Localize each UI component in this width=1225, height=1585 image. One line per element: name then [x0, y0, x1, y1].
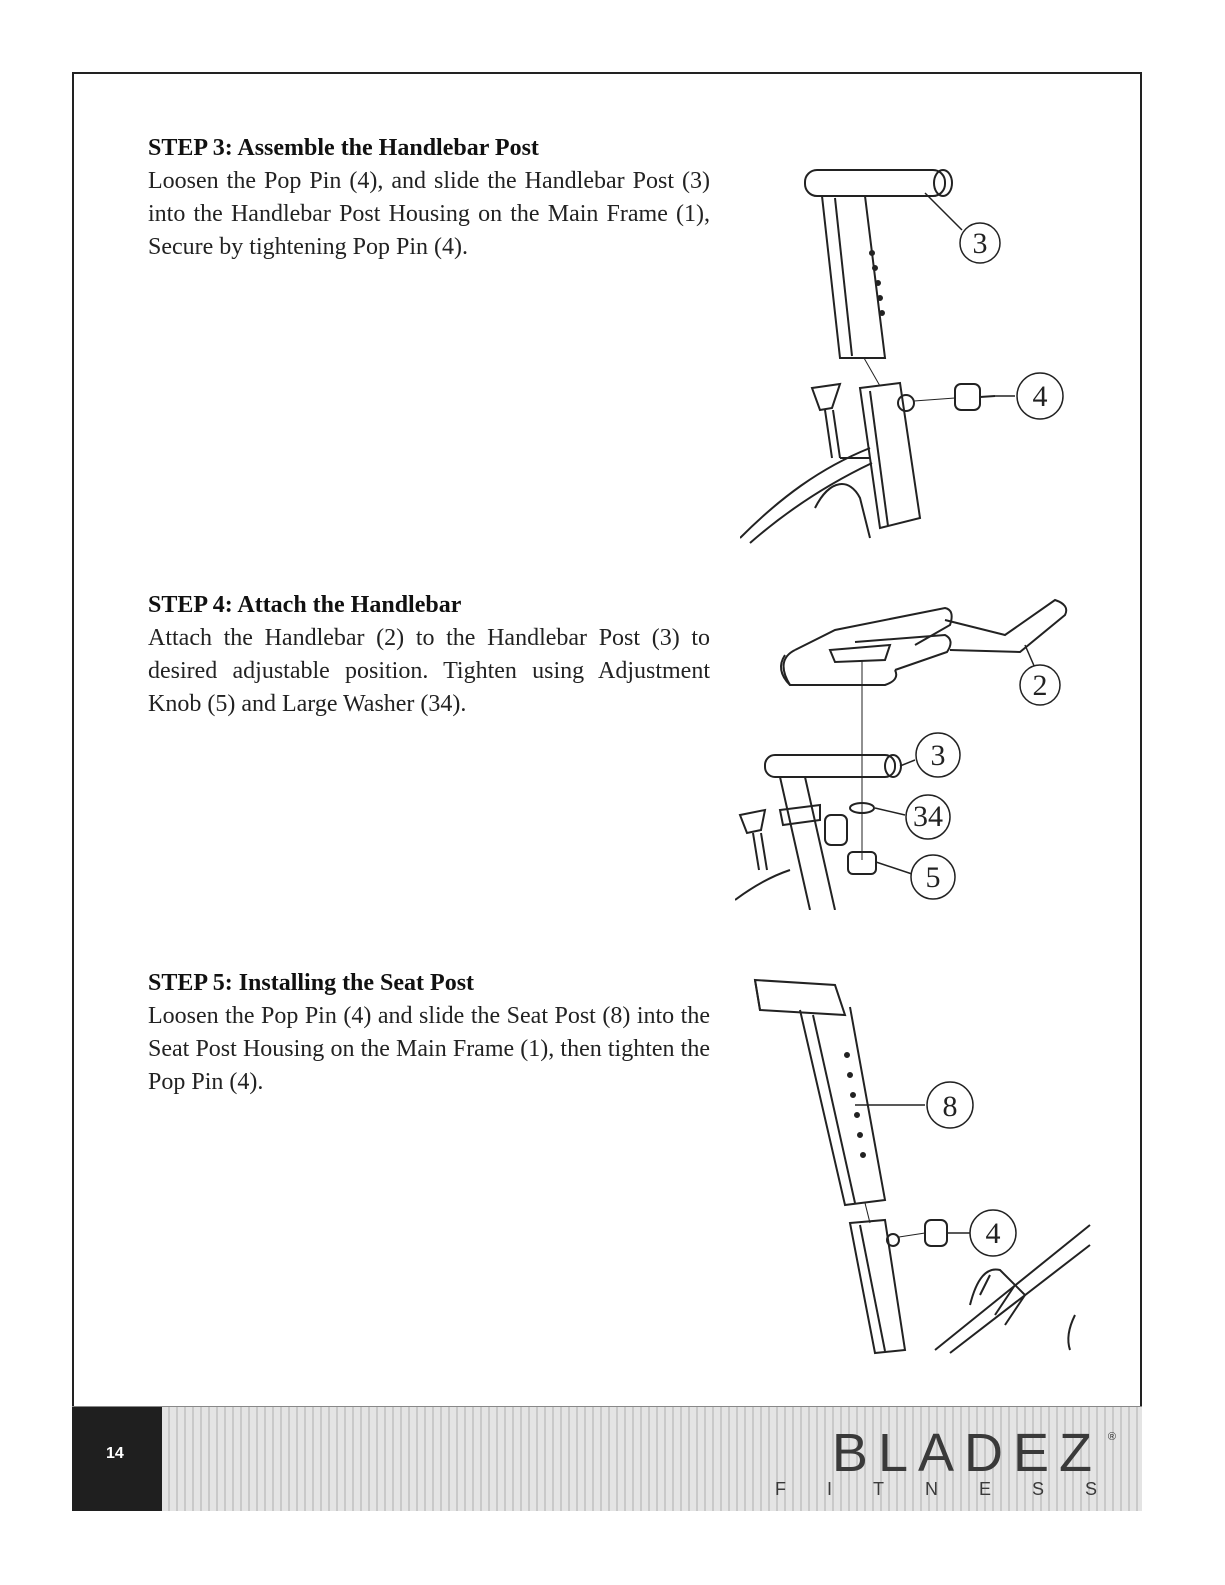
step-3-callout-4: 4	[1032, 380, 1048, 413]
brand-subtitle: FITNESS	[774, 1479, 1138, 1499]
step-4-callout-2: 2	[1032, 669, 1048, 702]
step-4-callout-5: 5	[925, 861, 941, 894]
step-4	[148, 590, 710, 721]
step-3-callout-3: 3	[972, 227, 988, 260]
step-4-callout-3: 3	[930, 739, 946, 772]
step-4-body: Attach the Handlebar (2) to the Handlebar Post (3) to desired adjustable position. Tighten using Adjustment Knob (5) and Large Washer (34).	[148, 625, 710, 717]
step-5-callout-8: 8	[942, 1090, 958, 1123]
step-4-title: STEP 4: Attach the Handlebar	[148, 592, 462, 618]
page-number-box	[72, 1407, 162, 1511]
registered-mark: ®	[1107, 1431, 1116, 1443]
step-5-body: Loosen the Pop Pin (4) and slide the Seat Post (8) into the Seat Post Housing on the Main Frame (1), then tighten the Pop Pin (4).	[148, 1003, 710, 1095]
step-5	[148, 968, 710, 1099]
step-3	[148, 133, 710, 264]
step-5-callout-4: 4	[985, 1217, 1001, 1250]
page-number: 14	[106, 1445, 124, 1462]
footer-bar	[72, 1406, 1142, 1511]
step-3-body: Loosen the Pop Pin (4), and slide the Handlebar Post (3) into the Handlebar Post Housing on the Main Frame (1), Secure by tightening Pop Pin (4).	[148, 168, 710, 260]
step-5-title: STEP 5: Installing the Seat Post	[148, 970, 475, 996]
brand-logo	[774, 1423, 1138, 1499]
step-3-title: STEP 3: Assemble the Handlebar Post	[148, 135, 539, 161]
step-3-illustration	[740, 158, 1100, 548]
step-4-callout-34: 34	[913, 800, 943, 833]
step-5-illustration	[745, 975, 1105, 1355]
brand-name: BLADEZ	[831, 1423, 1102, 1483]
step-4-illustration	[735, 590, 1095, 910]
